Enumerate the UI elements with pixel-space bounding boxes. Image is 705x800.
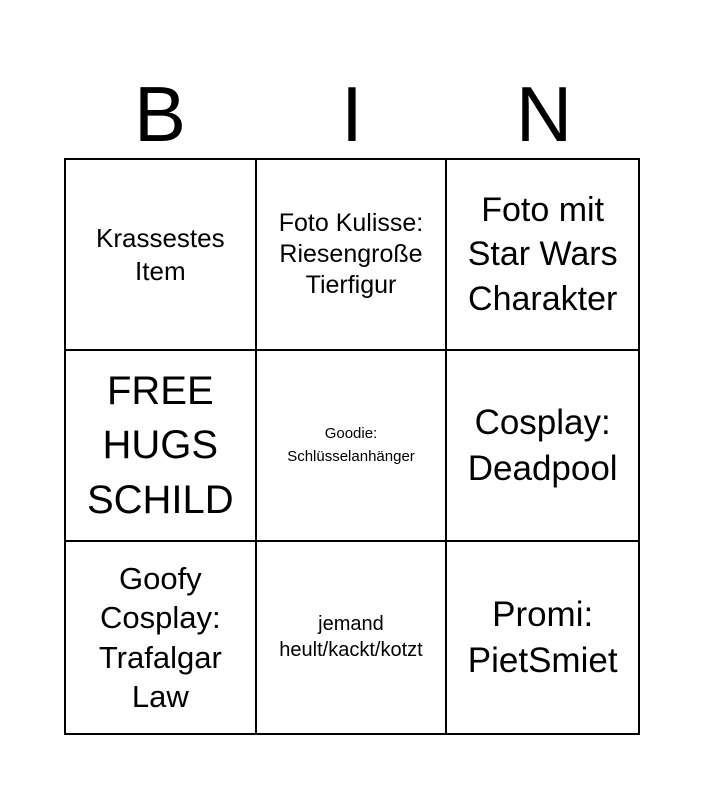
bingo-cell[interactable] (447, 351, 638, 542)
bingo-cell[interactable] (66, 351, 257, 542)
bingo-cell-text: Promi: PietSmiet (467, 595, 618, 680)
bingo-cell-text: Goodie: Schlüsselanhänger (287, 425, 415, 465)
bingo-cell[interactable] (257, 351, 448, 542)
bingo-cell[interactable] (66, 160, 257, 351)
bingo-cell-text: Foto Kulisse: Riesengroße Tierfigur (278, 208, 424, 300)
bingo-cell-text: Goofy Cosplay: Trafalgar Law (98, 560, 222, 714)
bingo-grid (64, 158, 640, 735)
bingo-cell-text: Krassestes Item (96, 223, 225, 286)
header-letter-n: N (515, 70, 573, 158)
bingo-header (64, 70, 640, 158)
bingo-cell[interactable] (257, 160, 448, 351)
bingo-cell-text: FREE HUGS SCHILD (86, 368, 234, 522)
bingo-cell[interactable] (66, 542, 257, 733)
header-letter-i: I (341, 70, 363, 158)
bingo-cell[interactable] (257, 542, 448, 733)
bingo-cell[interactable] (447, 160, 638, 351)
bingo-cell[interactable] (447, 542, 638, 733)
header-letter-b: B (133, 70, 187, 158)
bingo-cell-text: jemand heult/kackt/kotzt (279, 613, 423, 661)
bingo-cell-text: Cosplay: Deadpool (467, 403, 618, 488)
bingo-cell-text: Foto mit Star Wars Charakter (467, 191, 618, 318)
